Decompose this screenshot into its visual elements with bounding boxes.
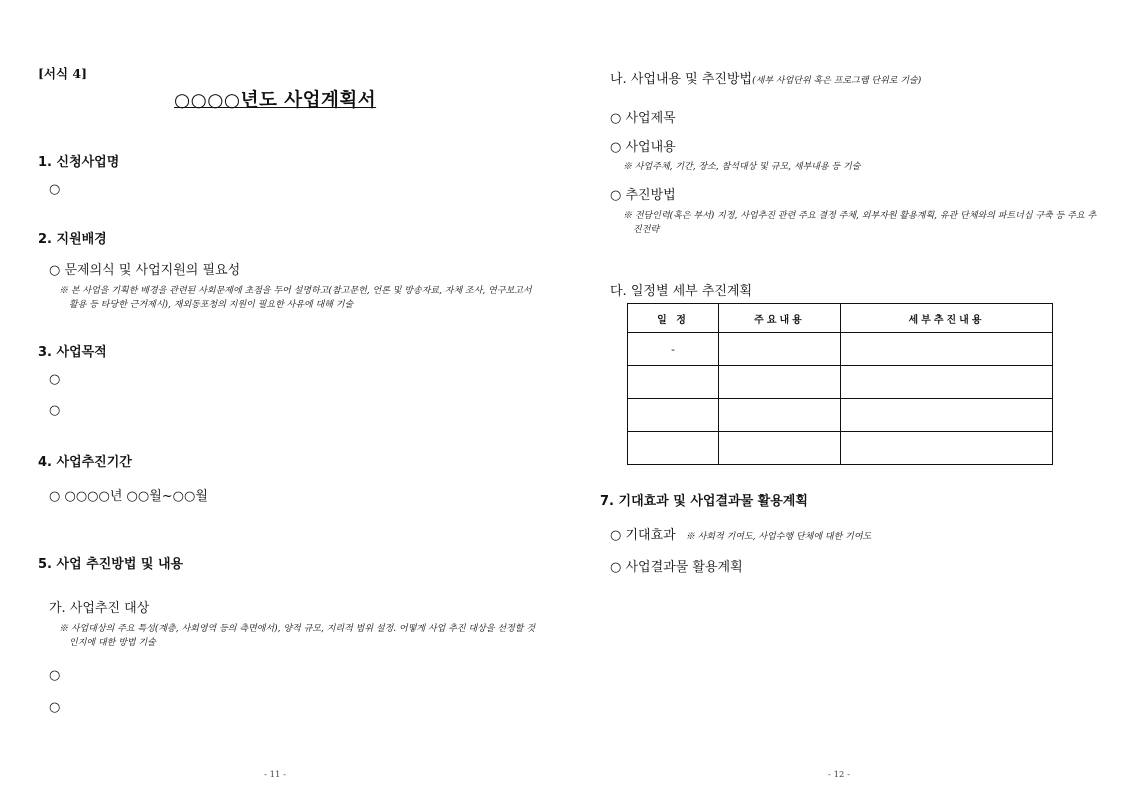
na-heading-note: (세부 사업단위 혹은 프로그램 단위로 기술) bbox=[752, 76, 922, 86]
s1-bullet-1: ○ bbox=[49, 182, 61, 197]
table-cell bbox=[719, 366, 841, 399]
schedule-header-row bbox=[628, 304, 1053, 333]
table-row bbox=[628, 399, 1053, 432]
table-cell bbox=[628, 366, 719, 399]
na-item-title: ○ 사업제목 bbox=[610, 111, 676, 126]
schedule-header-detail: 세부추진내용 bbox=[841, 304, 1053, 333]
na-heading: 나. 사업내용 및 추진방법 bbox=[610, 72, 753, 87]
s5-sub-heading: 가. 사업추진 대상 bbox=[49, 601, 150, 616]
na-item-method: ○ 추진방법 bbox=[610, 188, 676, 203]
section-4-heading: 4. 사업추진기간 bbox=[38, 455, 132, 470]
table-row bbox=[628, 432, 1053, 465]
schedule-table bbox=[627, 303, 1053, 465]
section-3-heading: 3. 사업목적 bbox=[38, 345, 107, 360]
da-heading: 다. 일정별 세부 추진계획 bbox=[610, 284, 753, 299]
table-row bbox=[628, 366, 1053, 399]
s5-note: ※ 사업대상의 주요 특성(계층, 사회영역 등의 측면에서), 양적 규모, 지리적 범위 설정. 어떻게 사업 추진 대상을 선정할 것인지에 대한 방법 기술 bbox=[59, 624, 536, 648]
s5-bullet-2: ○ bbox=[49, 700, 61, 715]
s2-item: ○ 문제의식 및 사업지원의 필요성 bbox=[49, 263, 241, 278]
na-note-method: ※ 전담인력(혹은 부서) 지정, 사업추진 관련 주요 결정 주체, 외부자원 활용계획, 유관 단체와의 파트너십 구축 등 주요 추진전략 bbox=[623, 211, 1097, 235]
s3-bullet-2: ○ bbox=[49, 403, 61, 418]
table-cell bbox=[841, 366, 1053, 399]
schedule-header-date: 일 정 bbox=[628, 304, 719, 333]
table-cell bbox=[841, 432, 1053, 465]
table-cell bbox=[628, 399, 719, 432]
table-cell bbox=[841, 333, 1053, 366]
s3-bullet-1: ○ bbox=[49, 372, 61, 387]
schedule-header-main: 주요내용 bbox=[719, 304, 841, 333]
na-note-content: ※ 사업주체, 기간, 장소, 참석대상 및 규모, 세부내용 등 기술 bbox=[623, 162, 861, 172]
document-title: ○○○○년도 사업계획서 bbox=[174, 90, 377, 111]
na-heading-line bbox=[610, 68, 921, 87]
page-number-right: - 12 - bbox=[828, 770, 850, 780]
s7-item-utilization: ○ 사업결과물 활용계획 bbox=[610, 560, 743, 575]
table-cell: - bbox=[628, 333, 719, 366]
s4-item: ○ ○○○○년 ○○월~○○월 bbox=[49, 489, 208, 504]
section-5-heading: 5. 사업 추진방법 및 내용 bbox=[38, 557, 184, 572]
s5-bullet-1: ○ bbox=[49, 668, 61, 683]
s7-item-effect: ○ 기대효과 bbox=[610, 528, 676, 543]
table-cell bbox=[719, 399, 841, 432]
s7-item-effect-note: ※ 사회적 기여도, 사업수행 단체에 대한 기여도 bbox=[685, 532, 872, 542]
section-1-heading: 1. 신청사업명 bbox=[38, 155, 120, 170]
table-cell bbox=[719, 432, 841, 465]
form-label: [서식 4] bbox=[38, 66, 88, 81]
s2-note: ※ 본 사업을 기획한 배경을 관련된 사회문제에 초점을 두어 설명하고(참고문헌, 언론 및 방송자료, 자체 조사, 연구보고서 활용 등 타당한 근거제시), 재외동포청의 지원이 필요한 사유에 대해 기술 bbox=[59, 286, 532, 310]
section-7-heading: 7. 기대효과 및 사업결과물 활용계획 bbox=[600, 494, 808, 509]
table-cell bbox=[719, 333, 841, 366]
section-2-heading: 2. 지원배경 bbox=[38, 232, 107, 247]
page-number-left: - 11 - bbox=[264, 770, 286, 780]
table-row bbox=[628, 333, 1053, 366]
table-cell bbox=[841, 399, 1053, 432]
table-cell bbox=[628, 432, 719, 465]
na-item-content: ○ 사업내용 bbox=[610, 140, 676, 155]
s7-item-effect-line bbox=[610, 524, 871, 543]
